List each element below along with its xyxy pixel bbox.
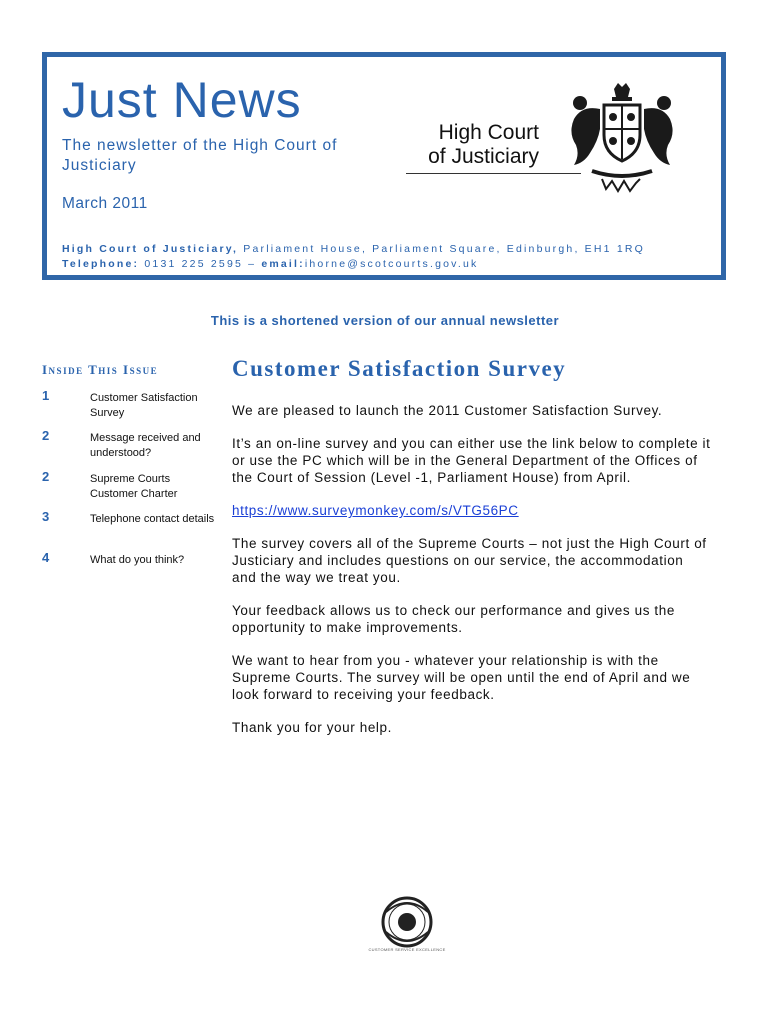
article-paragraph: The survey covers all of the Supreme Courts – not just the High Court of Justiciary and includes questions on our service, the accommodation and the way we treat you.	[232, 536, 707, 585]
logo-line-2: of Justiciary	[428, 145, 539, 168]
list-item[interactable]	[42, 550, 222, 580]
phone-line	[62, 257, 645, 272]
logo-line-1: High Court	[438, 121, 539, 144]
article-paragraph: Thank you for your help.	[232, 720, 392, 735]
article-paragraph: We are pleased to launch the 2011 Customer Satisfaction Survey.	[232, 403, 663, 418]
item-title: Telephone contact details	[90, 513, 215, 525]
issue-date: March 2011	[62, 195, 148, 212]
newsletter-title: Just News	[62, 72, 302, 128]
email-text[interactable]: ihorne@scotcourts.gov.uk	[304, 258, 479, 270]
article-paragraph: It’s an on-line survey and you can either use the link below to complete it or use the PC which will be in the General Department of the Offices of the Court of Session (Level -1, Parliament House) from April.	[232, 436, 711, 485]
survey-link[interactable]: https://www.surveymonkey.com/s/VTG56PC	[232, 503, 519, 518]
address-text: Parliament House, Parliament Square, Edinburgh, EH1 1RQ	[243, 243, 646, 255]
inside-this-issue-heading: Inside This Issue	[42, 362, 159, 377]
phone-text: 0131 225 2595 –	[144, 258, 257, 270]
masthead	[42, 52, 726, 280]
item-page-number: 3	[42, 509, 50, 524]
newsletter-subtitle: The newsletter of the High Court of Justiciary	[62, 137, 338, 174]
article-title: Customer Satisfaction Survey	[232, 356, 567, 381]
email-label: email:	[261, 258, 305, 270]
royal-coat-of-arms-icon	[552, 79, 692, 199]
survey-link-paragraph	[232, 502, 712, 519]
court-logo-text	[407, 121, 539, 169]
contents-list	[42, 388, 222, 580]
address-line	[62, 242, 645, 257]
item-page-number: 4	[42, 550, 50, 565]
item-title: Customer Satisfaction Survey	[90, 392, 198, 419]
shortened-version-notice: This is a shortened version of our annual newsletter	[210, 313, 560, 328]
list-item[interactable]	[42, 388, 222, 428]
item-title: Message received and understood?	[90, 432, 201, 459]
charter-caption: CUSTOMER SERVICE EXCELLENCE	[368, 947, 446, 952]
item-page-number: 2	[42, 469, 50, 484]
list-item[interactable]	[42, 509, 222, 550]
article-body	[232, 402, 712, 752]
article-paragraph: Your feedback allows us to check our performance and gives us the opportunity to make improvements.	[232, 603, 675, 635]
item-page-number: 1	[42, 388, 50, 403]
address-label: High Court of Justiciary,	[62, 243, 239, 255]
item-page-number: 2	[42, 428, 50, 443]
article-paragraph: We want to hear from you - whatever your relationship is with the Supreme Courts. The survey will be open until the end of April and we look forward to receiving your feedback.	[232, 653, 691, 702]
contact-details	[62, 242, 645, 272]
phone-label: Telephone:	[62, 258, 140, 270]
list-item[interactable]	[42, 469, 222, 509]
item-title: Supreme Courts Customer Charter	[90, 473, 178, 500]
item-title: What do you think?	[90, 554, 185, 566]
list-item[interactable]	[42, 428, 222, 469]
